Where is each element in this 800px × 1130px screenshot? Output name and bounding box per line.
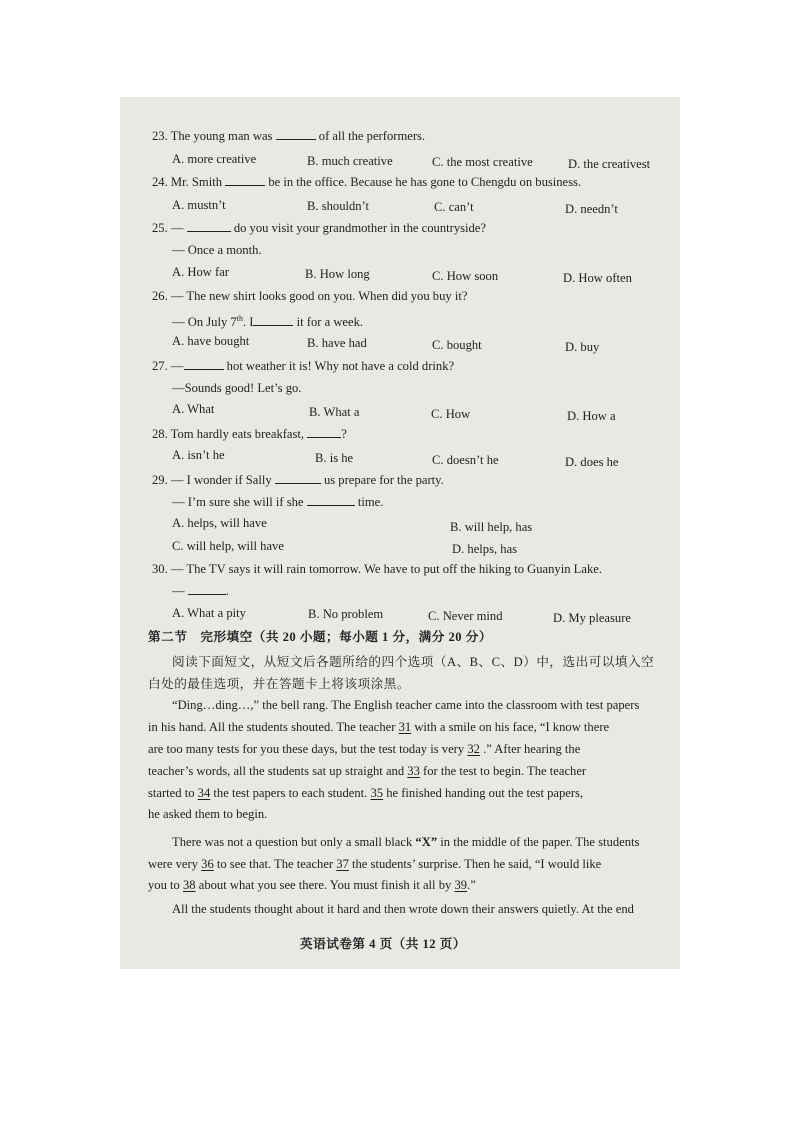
q29-option-a: A. helps, will have (172, 516, 267, 530)
q29-option-d: D. helps, has (452, 542, 518, 556)
question-25-stem: 25. — do you visit your grandmother in the countryside? (152, 221, 486, 235)
q26-option-c: C. bought (432, 338, 482, 352)
section-title: 第二节 完形填空（共 20 小题；每小题 1 分，满分 20 分） (148, 630, 492, 644)
q26-option-b: B. have had (307, 336, 367, 350)
q30-reply: — . (172, 584, 229, 598)
blank-35: 35 (370, 786, 384, 800)
q24-option-c: C. can’t (434, 200, 474, 214)
q23-option-b: B. much creative (307, 154, 393, 168)
q25-option-c: C. How soon (432, 269, 499, 283)
question-30-stem: 30. — The TV says it will rain tomorrow. We have to put off the hiking to Guanyin Lake. (152, 562, 602, 576)
passage-line-1: “Ding…ding…,” the bell rang. The English teacher came into the classroom with test papers (172, 698, 640, 712)
q29-option-b: B. will help, has (450, 520, 533, 534)
question-29-stem: 29. — I wonder if Sally us prepare for the party. (152, 473, 444, 487)
question-26-stem: 26. — The new shirt looks good on you. When did you buy it? (152, 289, 468, 303)
passage-line-2: in his hand. All the students shouted. The teacher 31 with a smile on his face, “I know there (148, 720, 610, 734)
q26-reply: — On July 7th. I it for a week. (172, 314, 364, 330)
blank-31: 31 (398, 720, 412, 734)
q26-option-a: A. have bought (172, 334, 250, 348)
q28-option-c: C. doesn’t he (432, 453, 499, 467)
q28-option-a: A. isn’t he (172, 448, 225, 462)
blank-34: 34 (197, 786, 211, 800)
q25-option-d: D. How often (563, 271, 632, 285)
q30-option-a: A. What a pity (172, 606, 246, 620)
blank-32: 32 (467, 742, 480, 756)
blank-36: 36 (201, 857, 214, 871)
question-27-stem: 27. — hot weather it is! Why not have a cold drink? (152, 359, 455, 373)
question-28-stem: 28. Tom hardly eats breakfast, ? (152, 427, 347, 441)
passage-line-5: started to 34 the test papers to each student. 35 he finished handing out the test papers, (148, 786, 584, 800)
passage-line-6: he asked them to begin. (148, 807, 268, 821)
q27-reply: —Sounds good! Let’s go. (172, 381, 302, 395)
q24-option-b: B. shouldn’t (307, 199, 370, 213)
q28-option-d: D. does he (565, 455, 619, 469)
blank-39: 39 (454, 878, 468, 892)
q28-option-b: B. is he (315, 451, 354, 465)
q25-reply: — Once a month. (172, 243, 262, 257)
q27-option-b: B. What a (309, 405, 360, 419)
q27-option-c: C. How (431, 407, 471, 421)
q23-option-c: C. the most creative (432, 155, 533, 169)
q29-option-c: C. will help, will have (172, 539, 284, 553)
q25-option-a: A. How far (172, 265, 230, 279)
question-23-stem: 23. The young man was of all the performers. (152, 129, 426, 143)
passage-line-4: teacher’s words, all the students sat up straight and 33 for the test to begin. The teacher (148, 764, 587, 778)
q24-option-a: A. mustn’t (172, 198, 226, 212)
blank-33: 33 (407, 764, 420, 778)
section-instructions-2: 白处的最佳选项，并在答题卡上将该项涂黑。 (148, 677, 410, 691)
q29-reply: — I’m sure she will if she time. (172, 495, 384, 509)
q26-option-d: D. buy (565, 340, 600, 354)
q23-option-d: D. the creativest (568, 157, 651, 171)
q23-option-a: A. more creative (172, 152, 257, 166)
passage-line-9: you to 38 about what you see there. You must finish it all by 39.” (148, 878, 476, 892)
question-24-stem: 24. Mr. Smith be in the office. Because he has gone to Chengdu on business. (152, 175, 582, 189)
passage-line-3: are too many tests for you these days, but the test today is very 32 .” After hearing the (148, 742, 581, 756)
passage-line-8: were very 36 to see that. The teacher 37 the students’ surprise. Then he said, “I would like (148, 857, 602, 871)
blank-38: 38 (183, 878, 196, 892)
q25-option-b: B. How long (305, 267, 370, 281)
page-footer: 英语试卷第 4 页（共 12 页） (300, 937, 466, 951)
passage-line-10: All the students thought about it hard and then wrote down their answers quietly. At the end (172, 902, 634, 916)
q30-option-d: D. My pleasure (553, 611, 631, 625)
q30-option-c: C. Never mind (428, 609, 503, 623)
q24-option-d: D. needn’t (565, 202, 618, 216)
q27-option-a: A. What (172, 402, 215, 416)
blank-37: 37 (336, 857, 349, 871)
q30-option-b: B. No problem (308, 607, 384, 621)
passage-line-7: There was not a question but only a small black “X” in the middle of the paper. The students (172, 835, 640, 849)
section-instructions-1: 阅读下面短文，从短文后各题所给的四个选项（A、B、C、D）中，选出可以填入空 (172, 655, 655, 669)
q27-option-d: D. How a (567, 409, 616, 423)
